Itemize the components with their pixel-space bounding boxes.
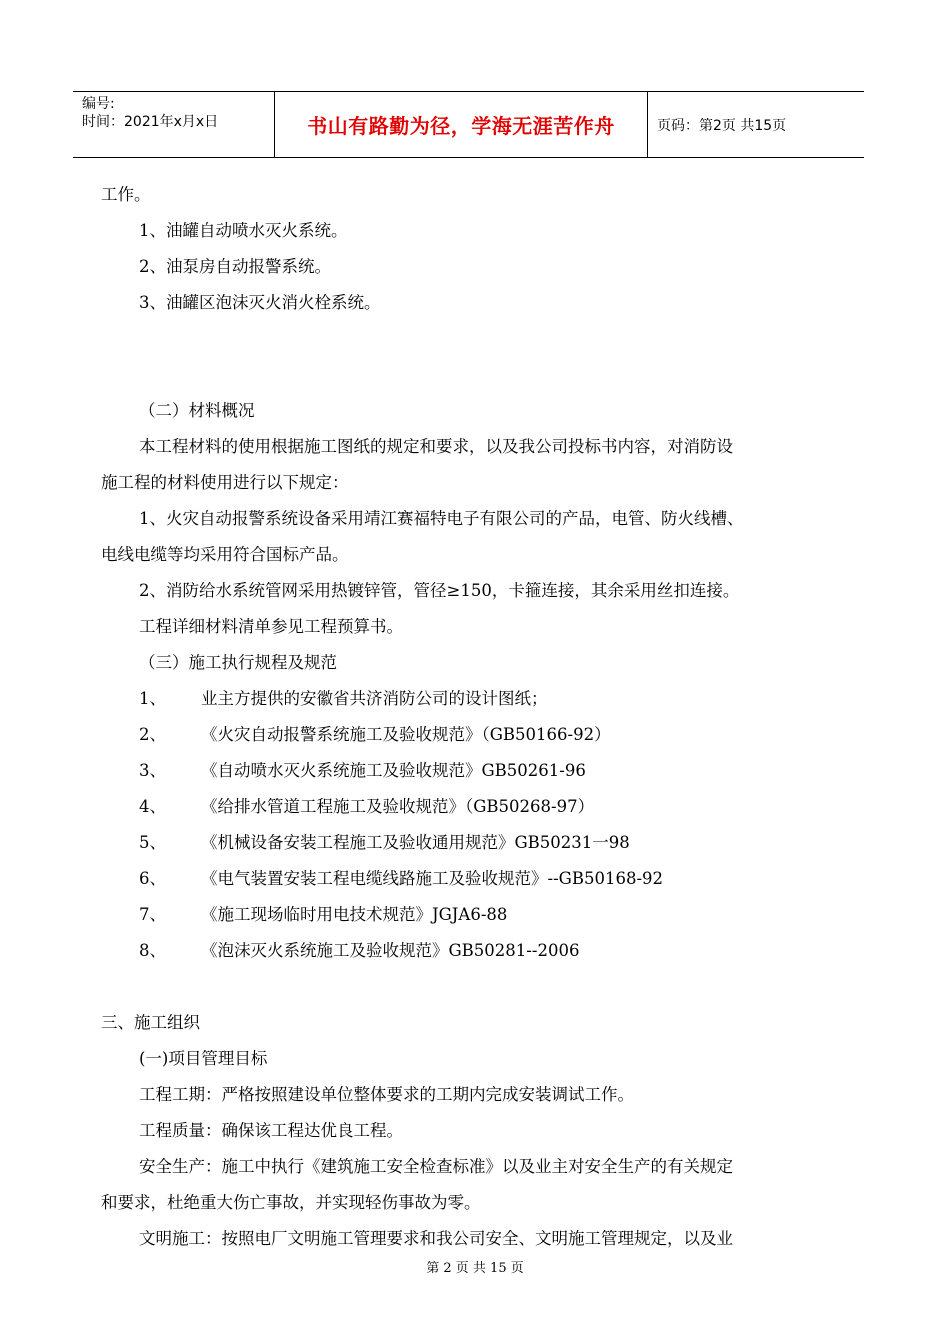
list-number: 6、: [139, 869, 166, 888]
list-text: 业主方提供的安徽省共济消防公司的设计图纸；: [201, 689, 548, 708]
list-item: [139, 940, 579, 962]
text-line: 3、油罐区泡沫灭火消火栓系统。: [139, 293, 381, 312]
time-label: 时间：2021年x月x日: [82, 114, 219, 130]
header-table: [73, 91, 864, 158]
motto: 书山有路勤为径，学海无涯苦作舟: [307, 114, 615, 138]
header-motto-cell: [275, 92, 648, 157]
list-text: 《自动喷水灭火系统施工及验收规范》GB50261-96: [201, 761, 586, 780]
list-item: [139, 760, 586, 782]
text-line: 工程工期：严格按照建设单位整体要求的工期内完成安装调试工作。: [139, 1085, 634, 1104]
text-line: 文明施工：按照电厂文明施工管理要求和我公司安全、文明施工管理规定，以及业: [139, 1229, 733, 1248]
list-number: 4、: [139, 797, 166, 816]
text-line: 1、油罐自动喷水灭火系统。: [139, 221, 348, 240]
list-text: 《机械设备安装工程施工及验收通用规范》GB50231一98: [201, 833, 630, 852]
list-text: 《火灾自动报警系统施工及验收规范》（GB50166-92）: [201, 725, 611, 744]
text-line: 施工程的材料使用进行以下规定：: [101, 473, 349, 492]
section-heading: 三、施工组织: [101, 1013, 200, 1032]
page-footer: 第 2 页 共 15 页: [426, 1261, 524, 1276]
list-number: 5、: [139, 833, 166, 852]
section-heading: （二）材料概况: [139, 401, 255, 420]
list-text: 《电气装置安装工程电缆线路施工及验收规范》--GB50168-92: [201, 869, 664, 888]
header-left-cell: [73, 92, 275, 157]
subsection-heading: (一)项目管理目标: [139, 1049, 268, 1068]
text-line: 1、火灾自动报警系统设备采用靖江赛福特电子有限公司的产品，电管、防火线槽、: [139, 509, 744, 528]
list-item: [139, 796, 594, 818]
list-number: 2、: [139, 725, 166, 744]
text-line: 和要求，杜绝重大伤亡事故，并实现轻伤事故为零。: [101, 1193, 481, 1212]
list-number: 3、: [139, 761, 166, 780]
list-item: [139, 724, 611, 746]
list-number: 8、: [139, 941, 166, 960]
list-item: [139, 688, 548, 710]
text-line: 2、油泵房自动报警系统。: [139, 257, 331, 276]
text-line: 工程详细材料清单参见工程预算书。: [139, 617, 403, 636]
list-item: [139, 904, 507, 926]
text-line: 2、消防给水系统管网采用热镀锌管，管径≥150，卡箍连接，其余采用丝扣连接。: [139, 581, 740, 600]
list-text: 《泡沫灭火系统施工及验收规范》GB50281--2006: [201, 941, 580, 960]
text-line: 工程质量：确保该工程达优良工程。: [139, 1121, 403, 1140]
text-line: 工作。: [101, 185, 151, 204]
list-text: 《给排水管道工程施工及验收规范》（GB50268-97）: [201, 797, 595, 816]
page-info: 页码：第2页 共15页: [657, 117, 787, 134]
text-line: 电线电缆等均采用符合国标产品。: [101, 545, 349, 564]
list-item: [139, 832, 630, 854]
text-line: 安全生产：施工中执行《建筑施工安全检查标准》以及业主对安全生产的有关规定: [139, 1157, 733, 1176]
list-text: 《施工现场临时用电技术规范》JGJA6-88: [201, 905, 508, 924]
list-number: 1、: [139, 689, 166, 708]
text-line: 本工程材料的使用根据施工图纸的规定和要求，以及我公司投标书内容，对消防设: [139, 437, 733, 456]
list-number: 7、: [139, 905, 166, 924]
serial-label: 编号:: [82, 96, 115, 112]
list-item: [139, 868, 663, 890]
section-heading: （三）施工执行规程及规范: [139, 653, 337, 672]
header-page-cell: [648, 92, 864, 157]
